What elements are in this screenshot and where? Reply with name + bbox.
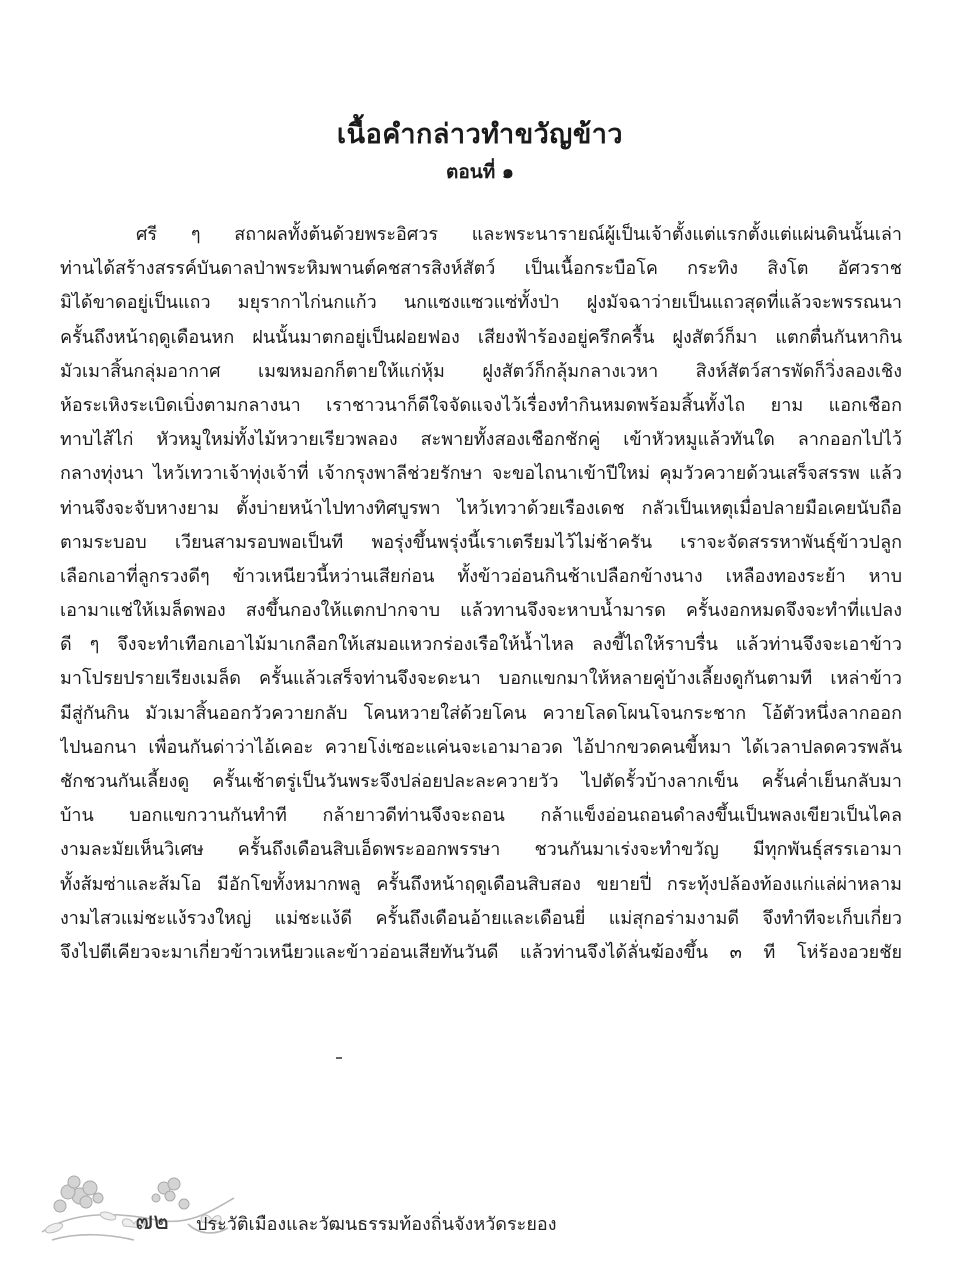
book-title: ประวัติเมืองและวัฒนธรรมท้องถิ่นจังหวัดระยอง: [196, 1214, 557, 1235]
text-line: บ้าน บอกแขกวานกันทำที กล้ายาวดีท่านจึงจะถอน กล้าแข็งอ่อนถอนดำลงขึ้นเป็นพลงเขียวเป็นไคล: [60, 805, 902, 827]
text-line: มิได้ขาดอยู่เป็นแถว มยุรากาไก่นกแก้ว นกแซงแซวแซ่ทั้งป่า ฝูงมัจฉาว่ายเป็นแถวสุดที่แล้วจะพรรณนา: [60, 292, 902, 314]
text-line: ชักชวนกันเลี้ยงดู ครั้นเช้าตรู่เป็นวันพระจึงปล่อยปละละควายวัว ไปตัดรั้วบ้างลากเข็น ครั้นค่ำเย็นกลับมา: [60, 771, 902, 792]
text-line: มัวเมาสิ้นกลุ่มอากาศ เมฆหมอกก็ตายให้แก่หุ้ม ฝูงสัตว์ก็กลุ้มกลางเวหา สิงห์สัตว์สารพัดก็วิ่งลองเชิง: [60, 360, 902, 382]
text-line: กลางทุ่งนา ไหว้เทวาเจ้าทุ่งเจ้าที่ เจ้ากรุงพาลีช่วยรักษา จะขอไถนาเข้าปีใหม่ คุมวัวควายด้วนเสร็จสรรพ แล้ว: [60, 463, 902, 485]
text-line: ทาบไส้ไก่ หัวหมูใหม่ทั้งไม้หวายเรียวพลอง สะพายทั้งสองเชือกชักคู่ เข้าหัวหมูแล้วทันใด ลากออกไปไว้: [60, 429, 902, 451]
text-line: ศรี ๆ สถาผลทั้งต้นด้วยพระอิศวร และพระนารายณ์ผู้เป็นเจ้าตั้งแต่แรกตั้งแต่แผ่นดินนั้นเล่า: [136, 224, 902, 245]
text-line: ตามระบอบ เวียนสามรอบพอเป็นที พอรุ่งขึ้นพรุ่งนี้เราเตรียมไว้ไม่ช้าครัน เราจะจัดสรรหาพันธุ์ข้าวปลูก: [60, 531, 902, 553]
text-line: ท่านจึงจะจับหางยาม ตั้งบ่ายหน้าไปทางทิศบูรพา ไหว้เทวาด้วยเรืองเดช กลัวเป็นเหตุเมื่อปลายมือเคยนับถือ: [60, 497, 902, 519]
text-line: ไปนอกนา เพื่อนกันด่าว่าไอ้เคอะ ควายโง่เซอะแค่นจะเอามาอวด ไอ้ปากขวดคนขี้หมา ได้เวลาปลดควรพลัน: [60, 736, 902, 758]
text-line: ห้อระเหิงระเบิดเบิ่งตามกลางนา เราชาวนาก็ดีใจจัดแจงไว้เรื่องทำกินหมดพร้อมสิ้นทั้งไถ ยาม แอกเชือก: [60, 394, 902, 416]
text-line: มาโปรยปรายเรียงเมล็ด ครั้นแล้วเสร็จท่านจึงจะดะนา บอกแขกมาให้หลายคู่บ้างเลี้ยงดูกันตามที เหล่าข้าว: [60, 668, 902, 690]
text-line: ท่านได้สร้างสรรค์บันดาลป่าพระหิมพานต์คชสารสิงห์สัตว์ เป็นเนื้อกระบือโค กระทิง สิงโต อัศวราช: [60, 258, 902, 280]
text-line: เลือกเอาที่ลูกรวงดีๆ ข้าวเหนียวนี้หว่านเสียก่อน ทั้งข้าวอ่อนกินช้าเปลือกข้างนาง เหลืองทองระย้า หาบ: [60, 565, 902, 587]
page-number: ๗๒: [135, 1207, 169, 1235]
text-line: งามละมัยเห็นวิเศษ ครั้นถึงเดือนสิบเอ็ดพระออกพรรษา ชวนกันมาเร่งจะทำขวัญ มีทุกพันธุ์สรรเอามา: [60, 839, 902, 861]
page-footer: [38, 1170, 598, 1250]
text-line: มีสู่กันกิน มัวเมาสิ้นออกวัวควายกลับ โคนหวายใส่ด้วยโคน ควายโลดโผนโจนกระชาก โอ้ตัวหนึ่งลากออก: [60, 702, 902, 724]
body-text: [60, 218, 902, 970]
text-line: ครั้นถึงหน้าฤดูเดือนหก ฝนนั้นมาตกอยู่เป็นฝอยฟอง เสียงฟ้าร้องอยู่ครึกครื้น ฝูงสัตว์ก็มา แตกตื่นกันหากิน: [60, 326, 902, 348]
text-line: ทั้งส้มซ่าและส้มโอ มีอักโขทั้งหมากพลู ครั้นถึงหน้าฤดูเดือนสิบสอง ขยายปี่ กระทุ้งปล้องท้องแก่แล่ผ่าหลาม: [60, 873, 902, 895]
text-line: เอามาแช่ให้เมล็ดพอง สงขึ้นกองให้แตกปากจาบ แล้วทานจึงจะหาบน้ำมารด ครั้นงอกหมดจึงจะทำที่แปลง: [60, 600, 902, 622]
text-line: จึงไปตีเคียวจะมาเกี่ยวข้าวเหนียวและข้าวอ่อนเสียทันวันดี แล้วท่านจึงได้ลั่นฆ้องขึ้น ๓ ที โห่ร้องอวยชัย: [60, 941, 902, 963]
text-line: งามไสวแม่ชะแง้รวงใหญ่ แม่ชะแง้ดี ครั้นถึงเดือนอ้ายและเดือนยี่ แม่สุกอร่ามงามดี จึงทำทีจะเก็บเกี่ยว: [60, 907, 902, 929]
document-title: เนื้อคำกล่าวทำขวัญข้าว: [336, 119, 624, 150]
document-subtitle: ตอนที่ ๑: [446, 161, 514, 183]
print-speck: [336, 1057, 342, 1059]
text-line: ดี ๆ จึงจะทำเทือกเอาไม้มาเกลือกให้เสมอแหวกร่องเรือให้น้ำไหล ลงขี้ไถให้ราบรื่น แล้วท่านจึงจะเอาข้าว: [60, 634, 902, 656]
